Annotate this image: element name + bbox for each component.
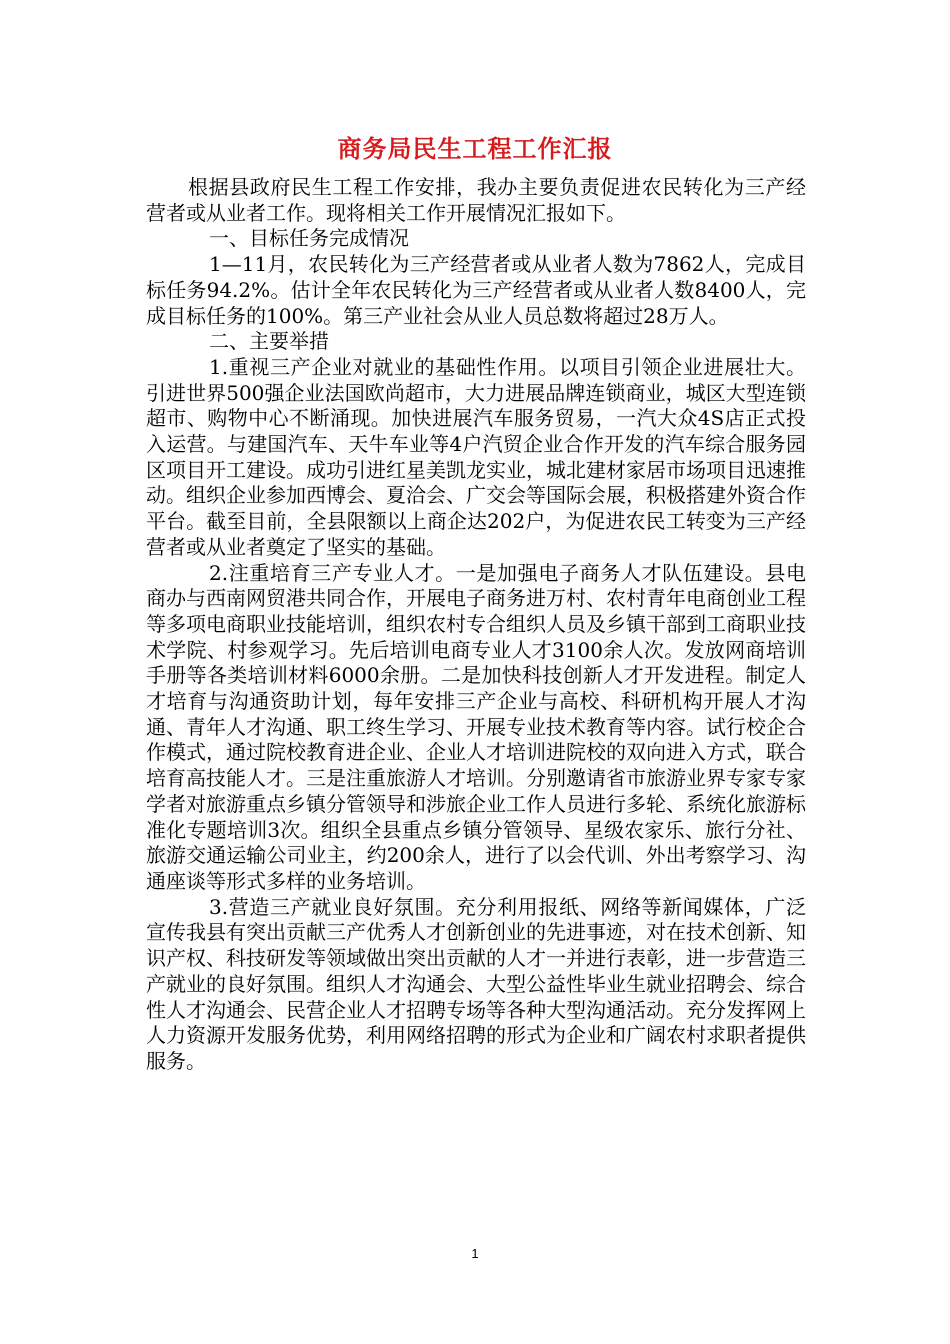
document-title: 商务局民生工程工作汇报 bbox=[337, 135, 613, 163]
measure-paragraph-1: 1.重视三产企业对就业的基础性作用。以项目引领企业进展壮大。引进世界500强企业法国欧尚超市，大力进展品牌连锁商业，城区大型连锁超市、购物中心不断涌现。加快进展汽车服务贸易，一汽大众4S店正式投入运营。与建国汽车、天牛车业等4户汽贸企业合作开发的汽车综合服务园区项目开工建设。成功引进红星美凯龙实业，城北建材家居市场项目迅速推动。组织企业参加西博会、夏洽会、广交会等国际会展，积极搭建外资合作平台。截至目前，全县限额以上商企达202户，为促进农民工转变为三产经营者或从业者奠定了坚实的基础。 bbox=[146, 354, 806, 559]
intro-paragraph: 根据县政府民生工程工作安排，我办主要负责促进农民转化为三产经营者或从业者工作。现将相关工作开展情况汇报如下。 bbox=[146, 175, 806, 225]
measure-paragraph-2: 2.注重培育三产专业人才。一是加强电子商务人才队伍建设。县电商办与西南网贸港共同合作，开展电子商务进万村、农村青年电商创业工程等多项电商职业技能培训，组织农村专合组织人员及乡镇干部到工商职业技术学院、村参观学习。先后培训电商专业人才3100余人次。发放网商培训手册等各类培训材料6000余册。二是加快科技创新人才开发进程。制定人才培育与沟通资助计划，每年安排三产企业与高校、科研机构开展人才沟通、青年人才沟通、职工终生学习、开展专业技术教育等内容。试行校企合作模式，通过院校教育进企业、企业人才培训进院校的双向进入方式，联合培育高技能人才。三是注重旅游人才培训。分别邀请省市旅游业界专家专家学者对旅游重点乡镇分管领导和涉旅企业工作人员进行多轮、系统化旅游标准化专题培训3次。组织全县重点乡镇分管领导、星级农家乐、旅行分社、旅游交通运输公司业主，约200余人，进行了以会代训、外出考察学习、沟通座谈等形式多样的业务培训。 bbox=[146, 560, 806, 893]
section-heading-measures: 二、主要举措 bbox=[209, 329, 329, 354]
section-heading-targets: 一、目标任务完成情况 bbox=[209, 226, 409, 251]
page-number: 1 bbox=[471, 1246, 479, 1261]
measure-paragraph-3: 3.营造三产就业良好氛围。充分利用报纸、网络等新闻媒体，广泛宣传我县有突出贡献三产优秀人才创新创业的先进事迹，对在技术创新、知识产权、科技研发等领域做出突出贡献的人才一并进行表彰，进一步营造三产就业的良好氛围。组织人才沟通会、大型公益性毕业生就业招聘会、综合性人才沟通会、民营企业人才招聘专场等各种大型沟通活动。充分发挥网上人力资源开发服务优势，利用网络招聘的形式为企业和广阔农村求职者提供服务。 bbox=[146, 894, 806, 1073]
document-body bbox=[146, 175, 806, 1075]
targets-paragraph: 1—11月，农民转化为三产经营者或从业者人数为7862人，完成目标任务94.2%。估计全年农民转化为三产经营者或从业者人数8400人，完成目标任务的100%。第三产业社会从业人员总数将超过28万人。 bbox=[146, 252, 806, 328]
